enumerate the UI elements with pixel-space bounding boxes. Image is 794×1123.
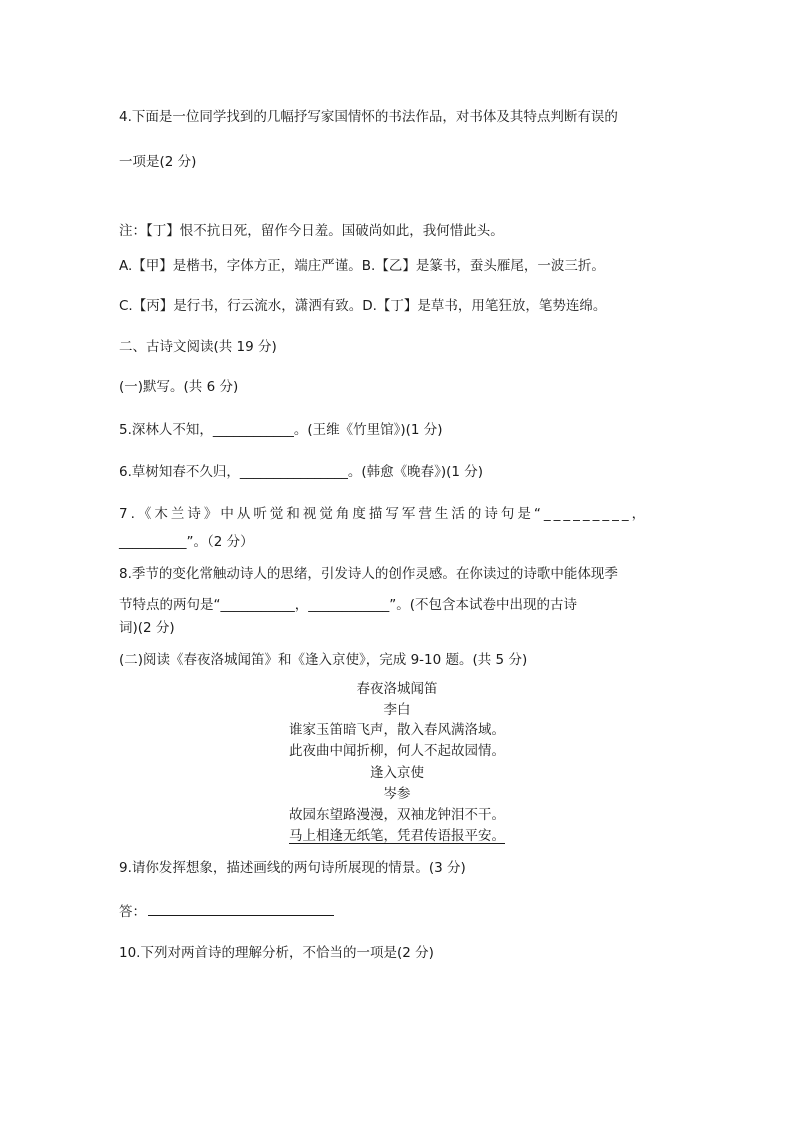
q7-line1: 7.《木兰诗》中从听觉和视觉角度描写军营生活的诗句是“_________， (119, 506, 649, 522)
part1-title: (一)默写。(共 6 分) (119, 379, 239, 395)
poem1-author: 李白 (383, 702, 411, 718)
q9-answer (119, 901, 334, 921)
q8-line1: 8.季节的变化常触动诗人的思绪，引发诗人的创作灵感。在你读过的诗歌中能体现季 (119, 566, 618, 582)
poem2-author: 岑参 (383, 786, 411, 802)
q8-line2: 节特点的两句是“___________，____________”。(不包含本试卷中出现的古诗 (119, 597, 578, 613)
answer-label: 答： (119, 904, 146, 920)
part2-title: (二)阅读《春夜洛城闻笛》和《逢入京使》，完成 9-10 题。(共 5 分) (119, 652, 528, 668)
q6: 6.草树知春不久归，________________。(韩愈《晚春》)(1 分) (119, 464, 484, 480)
q9: 9.请你发挥想象，描述画线的两句诗所展现的情景。(3 分) (119, 860, 466, 876)
section2-title: 二、古诗文阅读(共 19 分) (119, 339, 277, 355)
poem1-line2: 此夜曲中闻折柳，何人不起故园情。 (289, 743, 505, 759)
q4-line1: 4.下面是一位同学找到的几幅抒写家国情怀的书法作品，对书体及其特点判断有误的 (119, 109, 618, 125)
poem1-line1: 谁家玉笛暗飞声，散入春风满洛域。 (289, 722, 505, 738)
q4-options-ab: A.【甲】是楷书，字体方正，端庄严谨。B.【乙】是篆书，蚕头雁尾，一波三折。 (119, 258, 605, 274)
underlined-verse: 马上相逢无纸笔，凭君传语报平安。 (289, 828, 505, 844)
q10: 10.下列对两首诗的理解分析，不恰当的一项是(2 分) (119, 945, 434, 961)
answer-blank[interactable] (148, 901, 334, 916)
poem2-line2 (0, 827, 794, 845)
q4-note: 注：【丁】恨不抗日死，留作今日羞。国破尚如此，我何惜此头。 (119, 223, 504, 239)
q7-line2: __________”。（2 分） (119, 534, 254, 550)
poem2-title: 逢入京使 (370, 765, 424, 781)
q8-line3: 词)(2 分) (119, 620, 175, 636)
q4-line2: 一项是(2 分) (119, 154, 197, 170)
poem2-line1: 故园东望路漫漫，双袖龙钟泪不干。 (289, 807, 505, 823)
q5: 5.深林人不知，____________。(王维《竹里馆》)(1 分) (119, 422, 443, 438)
poem1-title: 春夜洛城闻笛 (356, 681, 438, 697)
q4-options-cd: C.【丙】是行书，行云流水，潇洒有致。D.【丁】是草书，用笔狂放，笔势连绵。 (119, 298, 607, 314)
